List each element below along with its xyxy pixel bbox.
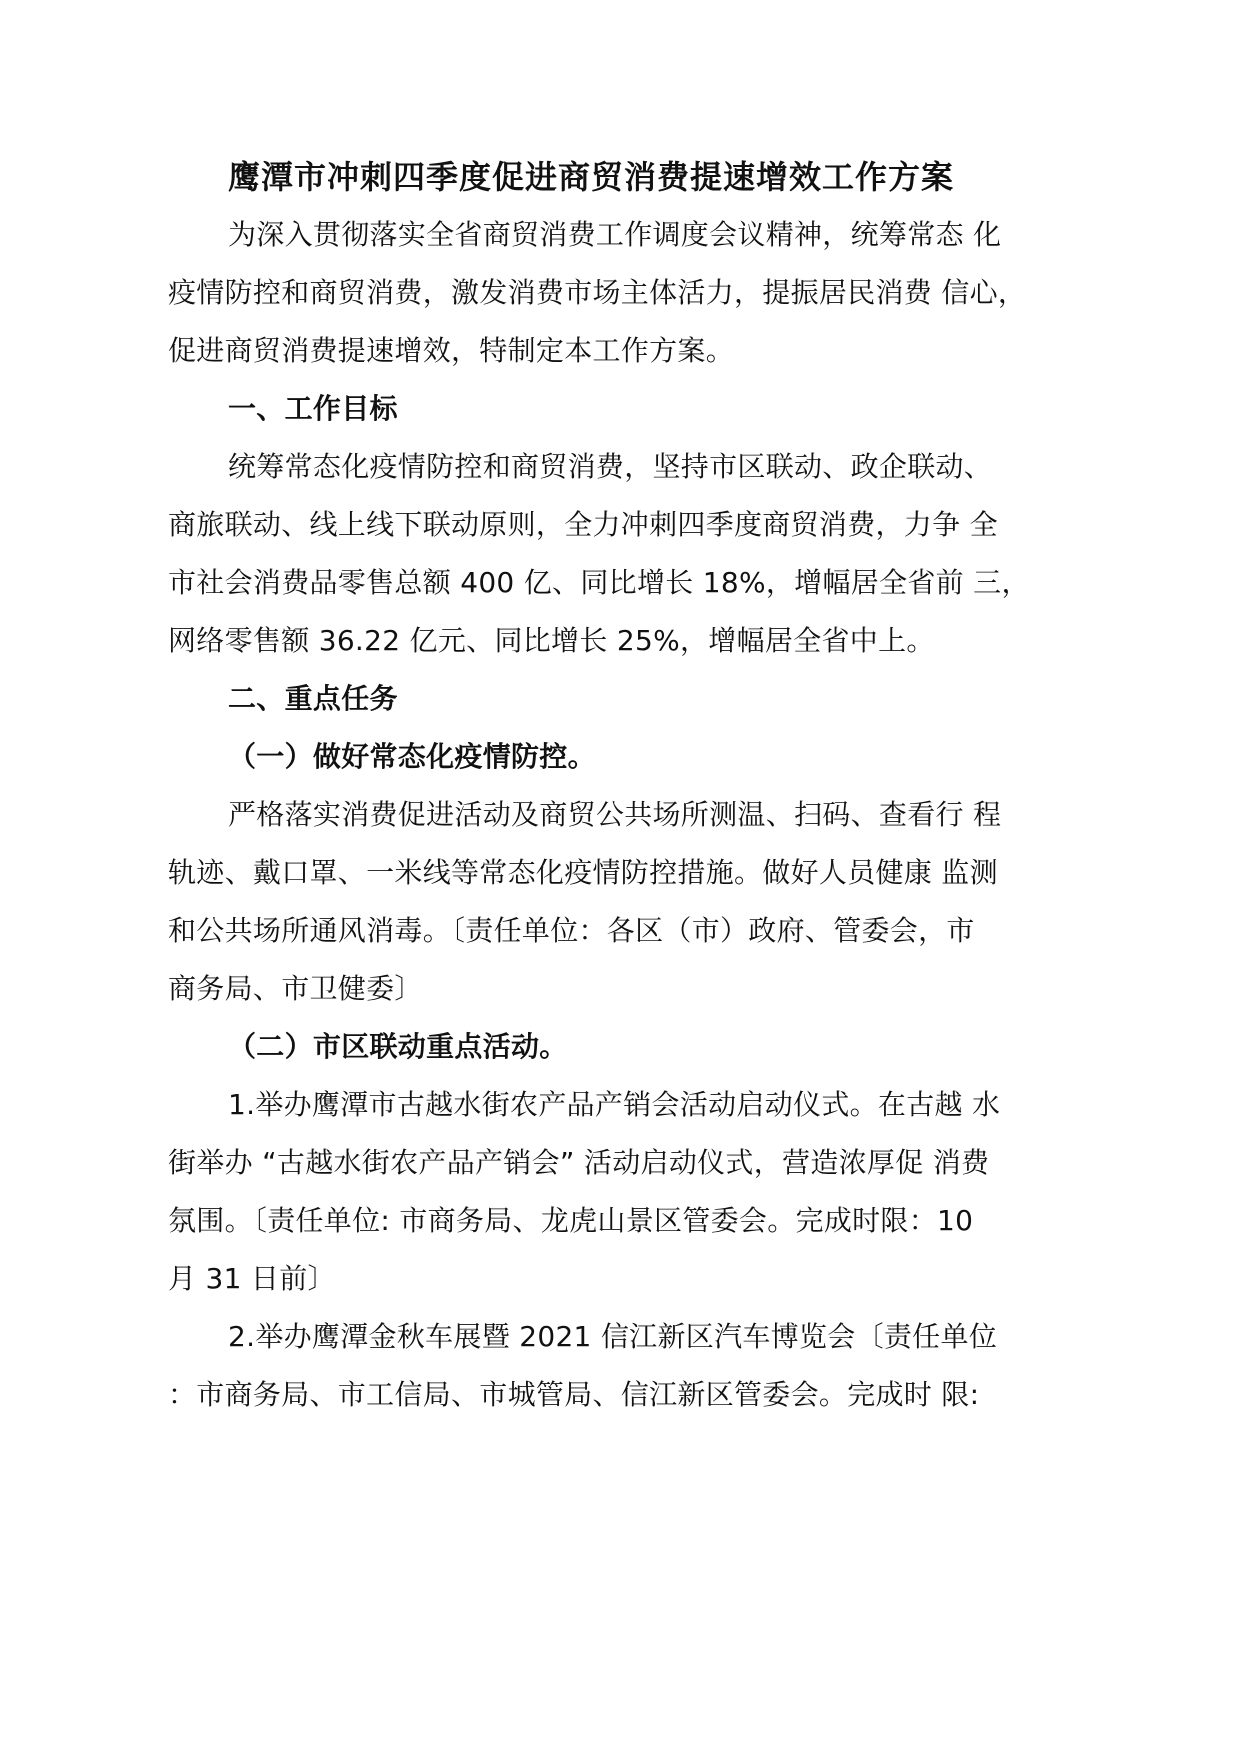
goals-line-4: 网络零售额 36.22 亿元、同比增长 25%，增幅居全省中上。 — [168, 624, 935, 657]
epidemic-line-1: 严格落实消费促进活动及商贸公共场所测温、扫码、查看行 程 — [228, 798, 1002, 831]
intro-line-1: 为深入贯彻落实全省商贸消费工作调度会议精神，统筹常态 化 — [228, 218, 1002, 251]
activity-2-line-2: ：市商务局、市工信局、市城管局、信江新区管委会。完成时 限: — [168, 1378, 980, 1411]
section-heading-tasks: 二、重点任务 — [228, 682, 398, 715]
epidemic-line-3: 和公共场所通风消毒。〔责任单位：各区（市）政府、管委会，市 — [168, 914, 975, 947]
subsection-heading-epidemic: （一）做好常态化疫情防控。 — [228, 740, 596, 773]
activity-1-line-3: 氛围。〔责任单位: 市商务局、龙虎山景区管委会。完成时限：10 — [168, 1204, 974, 1237]
goals-line-3: 市社会消费品零售总额 400 亿、同比增长 18%，增幅居全省前 三， — [168, 566, 1030, 599]
activity-1-line-4: 月 31 日前〕 — [168, 1262, 336, 1295]
goals-line-2: 商旅联动、线上线下联动原则，全力冲刺四季度商贸消费，力争 全 — [168, 508, 998, 541]
activity-1-line-2: 街举办 “古越水街农产品产销会” 活动启动仪式，营造浓厚促 消费 — [168, 1146, 990, 1179]
section-heading-goals: 一、工作目标 — [228, 392, 398, 425]
document-title: 鹰潭市冲刺四季度促进商贸消费提速增效工作方案 — [228, 158, 955, 196]
epidemic-line-2: 轨迹、戴口罩、一米线等常态化疫情防控措施。做好人员健康 监测 — [168, 856, 998, 889]
activity-2-line-1: 2.举办鹰潭金秋车展暨 2021 信江新区汽车博览会〔责任单位 — [228, 1320, 998, 1353]
intro-line-3: 促进商贸消费提速增效，特制定本工作方案。 — [168, 334, 735, 367]
activity-1-line-1: 1.举办鹰潭市古越水街农产品产销会活动启动仪式。在古越 水 — [228, 1088, 1001, 1121]
epidemic-line-4: 商务局、市卫健委〕 — [168, 972, 423, 1005]
intro-line-2: 疫情防控和商贸消费，激发消费市场主体活力，提振居民消费 信心， — [168, 276, 1027, 309]
subsection-heading-activities: （二）市区联动重点活动。 — [228, 1030, 568, 1063]
goals-line-1: 统筹常态化疫情防控和商贸消费，坚持市区联动、政企联动、 — [228, 450, 993, 483]
